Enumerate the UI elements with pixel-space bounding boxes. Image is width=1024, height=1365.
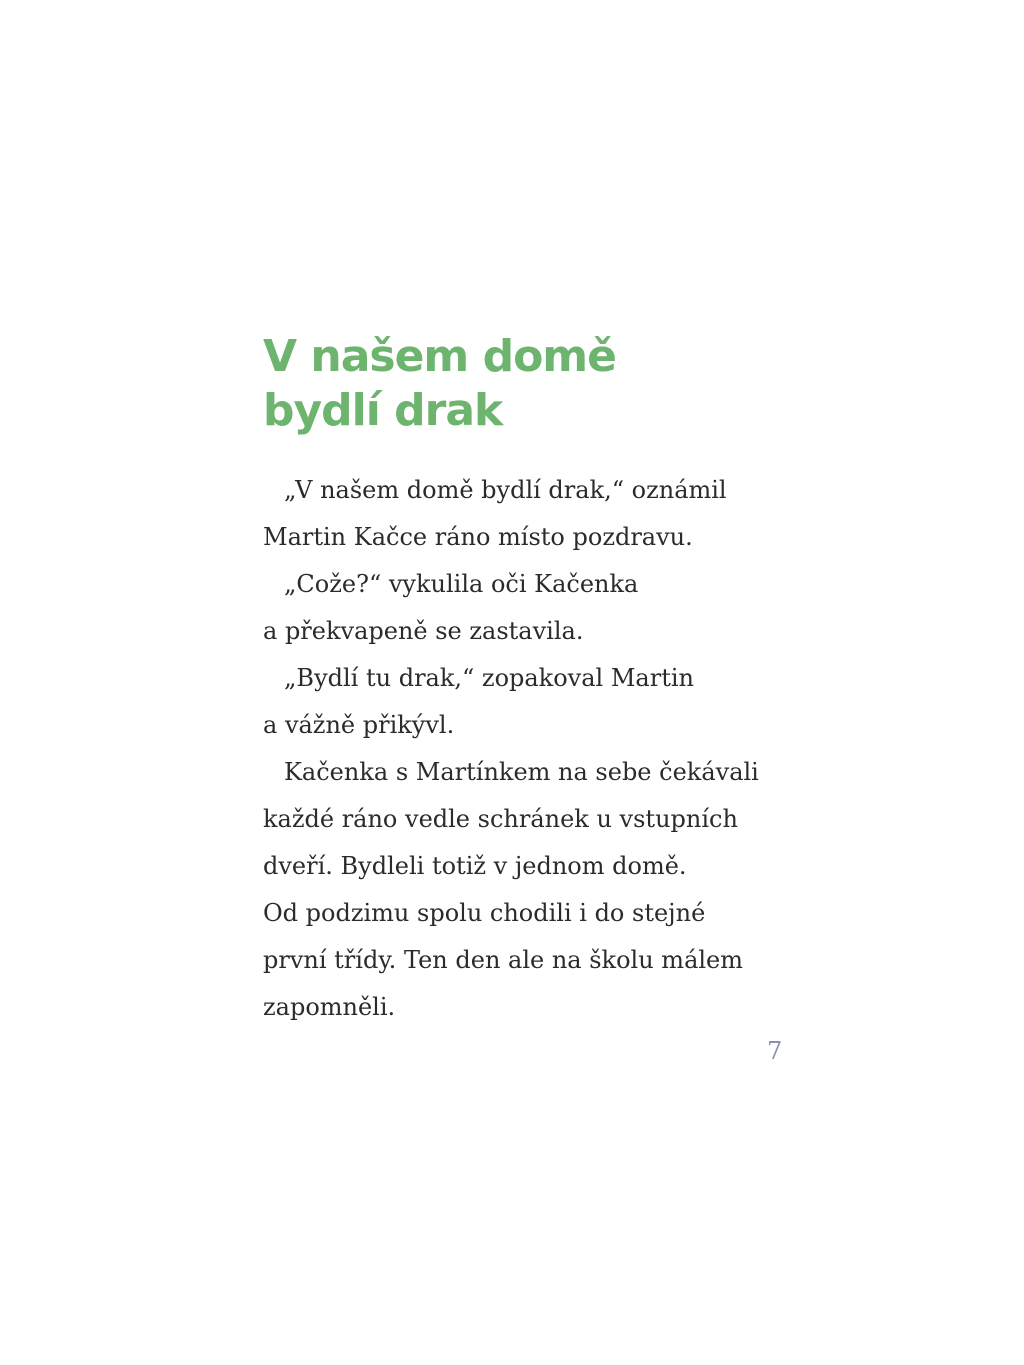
text-line: Od podzimu spolu chodili i do stejné — [263, 899, 706, 927]
page-number: 7 — [767, 1037, 783, 1065]
text-line: „Cože?“ vykulila oči Kačenka — [284, 570, 639, 598]
text-line: každé ráno vedle schránek u vstupních — [263, 805, 738, 833]
chapter-title-line-2: bydlí drak — [263, 385, 503, 436]
text-line: „V našem domě bydlí drak,“ oznámil — [284, 476, 727, 504]
text-line: Kačenka s Martínkem na sebe čekávali — [284, 758, 759, 786]
text-line: a překvapeně se zastavila. — [263, 617, 584, 645]
text-line: první třídy. Ten den ale na školu málem — [263, 946, 744, 974]
text-line: „Bydlí tu drak,“ zopakoval Martin — [284, 664, 694, 692]
text-line: a vážně přikývl. — [263, 711, 455, 739]
text-line: zapomněli. — [263, 993, 396, 1021]
text-line: dveří. Bydleli totiž v jednom domě. — [263, 852, 687, 880]
chapter-title — [263, 330, 616, 438]
text-line: Martin Kačce ráno místo pozdravu. — [263, 523, 693, 551]
chapter-title-line-1: V našem domě — [263, 331, 616, 382]
story-text — [263, 467, 803, 1031]
